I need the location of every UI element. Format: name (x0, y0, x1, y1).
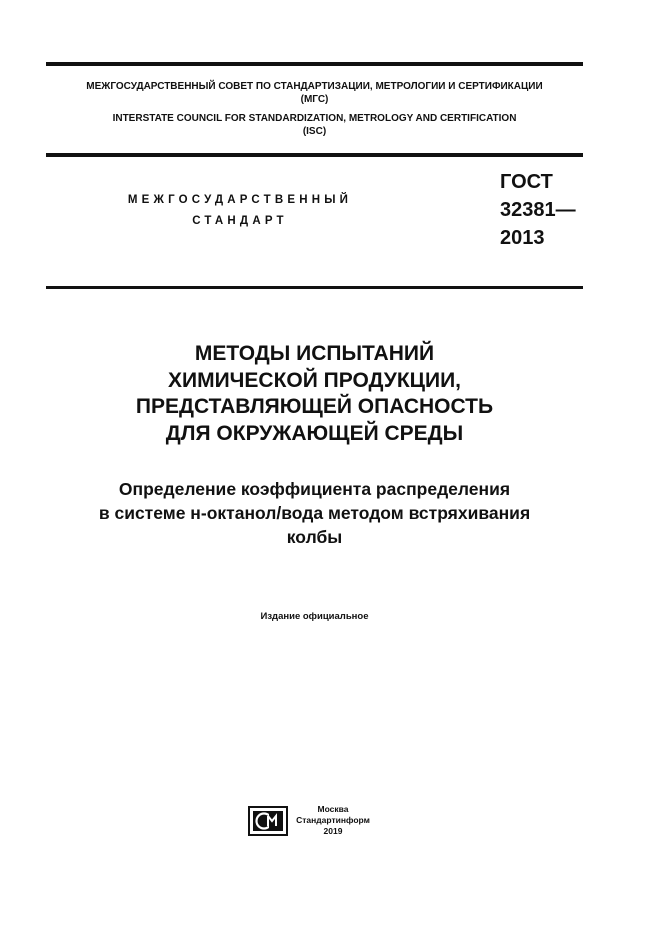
designation-line1: ГОСТ (500, 171, 553, 193)
document-subtitle (46, 477, 583, 549)
designation-line2: 32381— (500, 199, 576, 221)
edition-note: Издание официальное (260, 611, 369, 622)
council-name-en-line: INTERSTATE COUNCIL FOR STANDARDIZATION, METROLOGY AND CERTIFICATION (112, 113, 517, 124)
subtitle-line3: колбы (286, 527, 343, 547)
title-line3: ПРЕДСТАВЛЯЮЩЕЙ ОПАСНОСТЬ (135, 395, 494, 418)
publisher-name: Стандартинформ (296, 815, 370, 825)
standard-type (100, 190, 380, 232)
subtitle-line2: в системе н-октанол/вода методом встряхивания (98, 503, 531, 523)
document-title (46, 341, 583, 447)
title-line4: ДЛЯ ОКРУЖАЮЩЕЙ СРЕДЫ (165, 421, 464, 445)
designation-rule (46, 286, 583, 289)
standard-type-line1: МЕЖГОСУДАРСТВЕННЫЙ (127, 194, 353, 206)
council-name-ru-line: МЕЖГОСУДАРСТВЕННЫЙ СОВЕТ ПО СТАНДАРТИЗАЦИИ, МЕТРОЛОГИИ И СЕРТИФИКАЦИИ (86, 81, 543, 92)
standartinform-logo-icon (248, 806, 288, 836)
council-abbr-ru: (МГС) (300, 94, 329, 105)
council-name-ru (46, 80, 583, 106)
standard-designation (500, 168, 576, 252)
council-name-en (46, 112, 583, 138)
top-rule (46, 62, 583, 66)
publisher-year: 2019 (323, 826, 343, 836)
designation-line3: 2013 (500, 227, 545, 249)
subtitle-line1: Определение коэффициента распределения (118, 479, 511, 499)
title-line2: ХИМИЧЕСКОЙ ПРОДУКЦИИ, (167, 368, 462, 392)
publisher-imprint (296, 804, 370, 837)
council-abbr-en: (ISC) (302, 126, 327, 137)
standard-type-line2: СТАНДАРТ (192, 215, 288, 227)
title-line1: МЕТОДЫ ИСПЫТАНИЙ (194, 342, 435, 365)
publisher-city: Москва (317, 804, 349, 814)
header-rule (46, 153, 583, 157)
